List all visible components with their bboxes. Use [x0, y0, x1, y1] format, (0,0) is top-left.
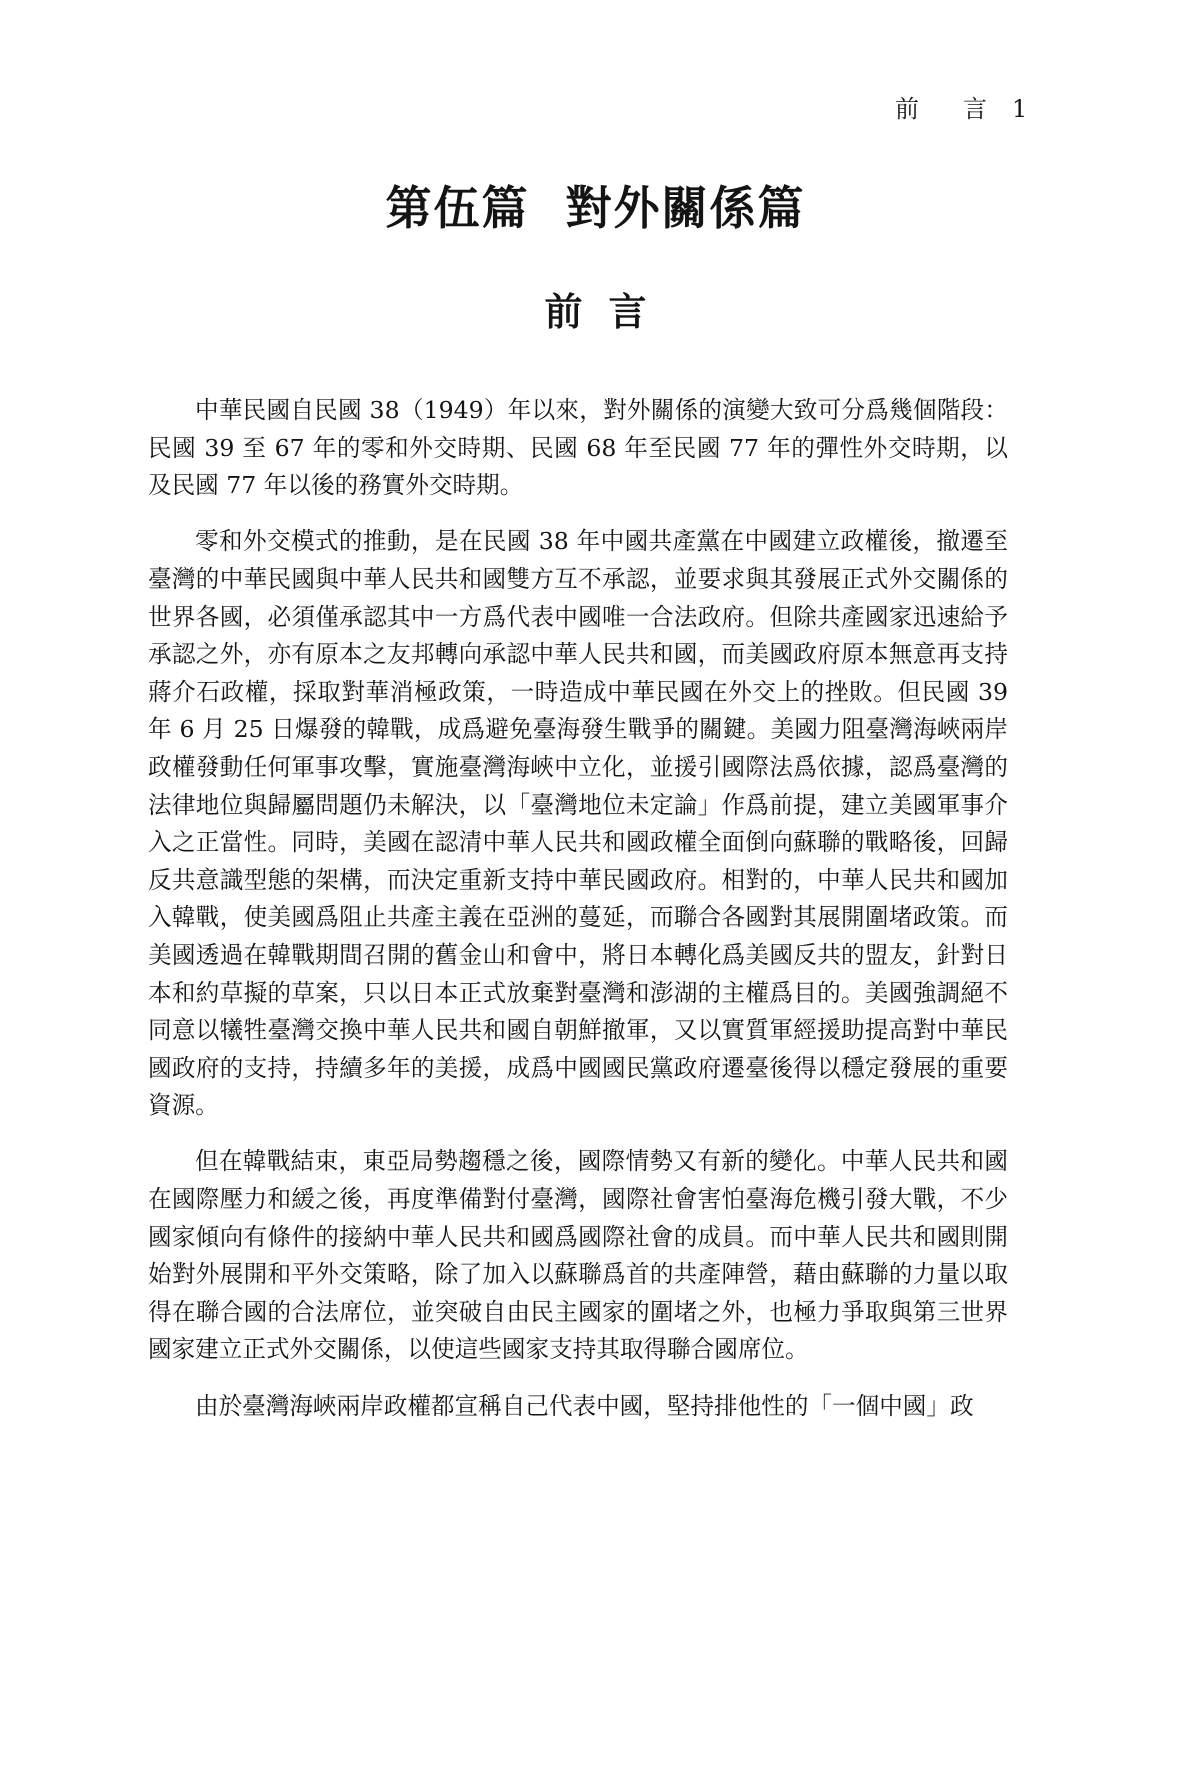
paragraph: 零和外交模式的推動，是在民國 38 年中國共產黨在中國建立政權後，撤遷至臺灣的中華民國與中華人民共和國雙方互不承認，並要求與其發展正式外交關係的世界各國，必須僅承認其中一方爲代表中國唯一合法政府。但除共產國家迅速給予承認之外，亦有原本之友邦轉向承認中華人民共和國，而美國政府原本無意再支持蔣介石政權，採取對華消極政策，一時造成中華民國在外交上的挫敗。但民國 39 年 6 月 25 日爆發的韓戰，成爲避免臺海發生戰爭的關鍵。美國力阻臺灣海峽兩岸政權發動任何軍事攻擊，實施臺灣海峽中立化，並援引國際法爲依據，認爲臺灣的法律地位與歸屬問題仍未解決，以「臺灣地位未定論」作爲前提，建立美國軍事介入之正當性。同時，美國在認清中華人民共和國政權全面倒向蘇聯的戰略後，回歸反共意識型態的架構，而決定重新支持中華民國政府。相對的，中華人民共和國加入韓戰，使美國爲阻止共產主義在亞洲的蔓延，而聯合各國對其展開圍堵政策。而美國透過在韓戰期間召開的舊金山和會中，將日本轉化爲美國反共的盟友，針對日本和約草擬的草案，只以日本正式放棄對臺灣和澎湖的主權爲目的。美國強調絕不同意以犧牲臺灣交換中華人民共和國自朝鮮撤軍，又以實質軍經援助提高對中華民國政府的支持，持續多年的美援，成爲中國國民黨政府遷臺後得以穩定發展的重要資源。 [148, 527, 1008, 1120]
part-title-name: 對外關係篇 [565, 181, 806, 235]
part-title-number: 第伍篇 [385, 181, 530, 235]
page-number: 1 [1012, 95, 1028, 123]
part-title [0, 178, 1191, 238]
running-title: 前 言 [895, 95, 997, 123]
paragraph: 中華民國自民國 38（1949）年以來，對外關係的演變大致可分爲幾個階段：民國 39 至 67 年的零和外交時期、民國 68 年至民國 77 年的彈性外交時期，以及民國 77 年以後的務實外交時期。 [148, 396, 1008, 500]
paragraph: 但在韓戰結束，東亞局勢趨穩之後，國際情勢又有新的變化。中華人民共和國在國際壓力和緩之後，再度準備對付臺灣，國際社會害怕臺海危機引發大戰，不少國家傾向有條件的接納中華人民共和國爲國際社會的成員。而中華人民共和國則開始對外展開和平外交策略，除了加入以蘇聯爲首的共產陣營，藉由蘇聯的力量以取得在聯合國的合法席位，並突破自由民主國家的圍堵之外，也極力爭取與第三世界國家建立正式外交關係，以使這些國家支持其取得聯合國席位。 [148, 1147, 1008, 1364]
paragraph: 由於臺灣海峽兩岸政權都宣稱自己代表中國，堅持排他性的「一個中國」政 [195, 1391, 974, 1420]
section-title: 前言 [544, 289, 673, 334]
body-text [148, 392, 1008, 1425]
running-header [0, 92, 1191, 132]
